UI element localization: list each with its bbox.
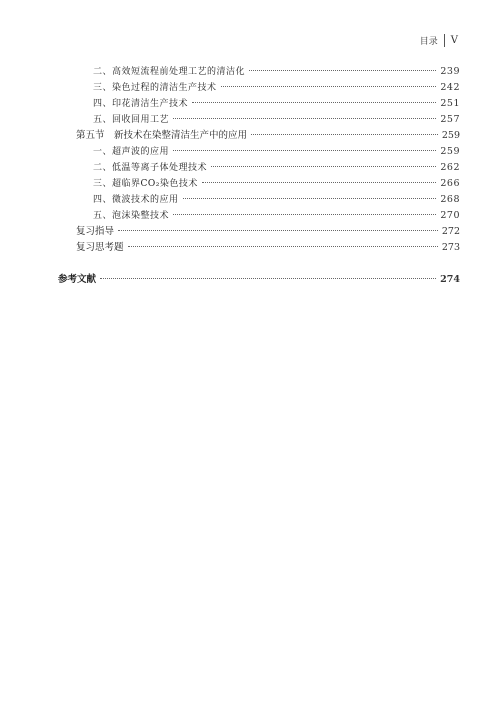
leader-dots (221, 86, 437, 87)
toc-entry-page: 266 (440, 178, 460, 189)
toc-entry-page: 251 (440, 98, 460, 109)
toc-entry-page: 239 (440, 66, 460, 77)
toc-entry-title: 参考文献 (58, 274, 97, 285)
leader-dots (251, 134, 438, 135)
toc-entry-title: 新技术在染整清洁生产中的应用 (114, 130, 248, 141)
toc-entry-page: 270 (440, 210, 460, 221)
toc-entry-title: 二、低温等离子体处理技术 (93, 163, 208, 173)
toc-entry-title: 复习思考题 (76, 242, 124, 253)
leader-dots (192, 102, 436, 103)
toc-entry-title: 复习指导 (76, 226, 115, 237)
header-page-number: V (450, 35, 458, 46)
toc-entry[interactable] (93, 82, 460, 94)
toc-entry-title: 三、染色过程的清洁生产技术 (93, 83, 217, 93)
toc-entry-references[interactable] (58, 274, 460, 286)
toc-entry-title: 二、高效短流程前处理工艺的清洁化 (93, 67, 246, 77)
toc-entry-page: 262 (440, 162, 460, 173)
toc-entry-title: 四、微波技术的应用 (93, 195, 179, 205)
toc-entry-page: 268 (440, 194, 460, 205)
toc-entry[interactable] (93, 162, 460, 174)
toc-entry[interactable] (93, 114, 460, 126)
leader-dots (100, 278, 436, 279)
leader-dots (202, 182, 436, 183)
toc-entry[interactable] (93, 146, 460, 158)
toc-section-label: 第五节 (76, 130, 105, 141)
toc-entry-page: 242 (440, 82, 460, 93)
toc-entry-page: 259 (440, 146, 460, 157)
toc-entry[interactable] (93, 210, 460, 222)
toc-entry[interactable] (93, 98, 460, 110)
toc-entry-title: 四、印花清洁生产技术 (93, 99, 189, 109)
toc-entry-title: 一、超声波的应用 (93, 147, 170, 157)
toc-entry-page: 259 (441, 130, 460, 141)
leader-dots (128, 246, 438, 247)
header-label: 目录 (419, 37, 438, 47)
leader-dots (173, 118, 436, 119)
header-divider (444, 34, 445, 47)
toc-entry-page: 272 (441, 226, 460, 237)
toc-entry-page: 273 (441, 242, 460, 253)
toc-entry-title: 五、泡沫染整技术 (93, 211, 170, 221)
toc-entry[interactable] (93, 66, 460, 78)
leader-dots (118, 230, 438, 231)
toc-entry[interactable] (93, 178, 460, 190)
leader-dots (211, 166, 436, 167)
leader-dots (173, 214, 436, 215)
toc-entry[interactable] (93, 194, 460, 206)
leader-dots (249, 70, 436, 71)
toc-entry[interactable] (76, 242, 460, 254)
page-header (420, 34, 458, 47)
leader-dots (183, 198, 437, 199)
toc-entry-page: 257 (440, 114, 460, 125)
leader-dots (173, 150, 436, 151)
toc-entry-page: 274 (440, 274, 460, 285)
toc-entry-title: 三、超临界CO₂染色技术 (93, 179, 198, 189)
toc-section-entry[interactable] (76, 130, 460, 142)
toc-entry[interactable] (76, 226, 460, 238)
toc-entry-title: 五、回收回用工艺 (93, 115, 170, 125)
